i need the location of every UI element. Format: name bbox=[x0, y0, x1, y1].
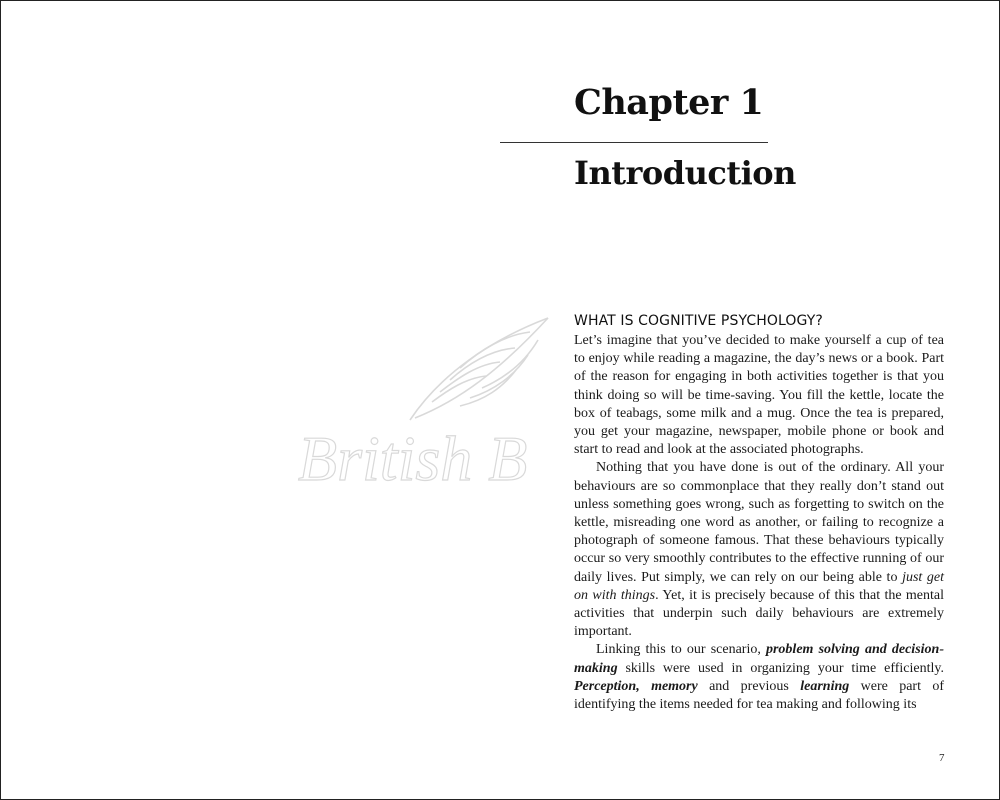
section-heading: WHAT IS COGNITIVE PSYCHOLOGY? bbox=[574, 313, 823, 329]
paragraph-3 bbox=[574, 641, 944, 714]
paragraph-3-text-a: Linking this to our scenario, bbox=[596, 642, 766, 658]
key-term-learning: learning bbox=[800, 678, 850, 694]
watermark-logo bbox=[290, 300, 590, 500]
watermark-text: British B bbox=[298, 423, 528, 494]
paragraph-3-text-c: and previous bbox=[697, 678, 801, 694]
paragraph-2-text-a: Nothing that you have done is out of the ordinary. All your behaviours are so commonplace that they really don’t stand out unless something goes wrong, such as forgetting to switch on the kettle, misreading one word as another, or failing to recognize a photograph of someone famous. That these behaviours typically occur so very smoothly contributes to the effective running of our daily lives. Put simply, we can rely on our being able to bbox=[574, 460, 944, 585]
chapter-label: Chapter 1 bbox=[574, 82, 764, 123]
paragraph-1: Let’s imagine that you’ve decided to make yourself a cup of tea to enjoy while reading a magazine, the day’s news or a book. Part of the reason for engaging in both activities together is that you think doing so will be time-saving. You fill the kettle, locate the box of teabags, some milk and a mug. Once the tea is prepared, you get your magazine, newspaper, mobile phone or book and start to read and look at the associated photographs. bbox=[574, 333, 944, 458]
page-number: 7 bbox=[939, 752, 945, 764]
paragraph-2-text-b: . Yet, it is precisely because of this that the mental activities that underpin such daily behaviours are extremely important. bbox=[574, 587, 944, 640]
feather-icon bbox=[410, 318, 548, 420]
paragraph-3-text-b: skills were used in organizing your time efficiently. bbox=[617, 660, 944, 676]
title-divider bbox=[500, 142, 768, 143]
paragraph-3-text-d: were part of identifying the items needed for tea making and following its bbox=[574, 678, 944, 713]
chapter-title: Introduction bbox=[574, 154, 796, 192]
body-text bbox=[574, 332, 944, 714]
key-term-perception-memory: Perception, memory bbox=[574, 678, 698, 694]
paragraph-2 bbox=[574, 459, 944, 641]
key-term-problem-solving: problem solving and decision-making bbox=[574, 642, 944, 676]
emphasis-phrase: just get on with things bbox=[574, 569, 944, 603]
